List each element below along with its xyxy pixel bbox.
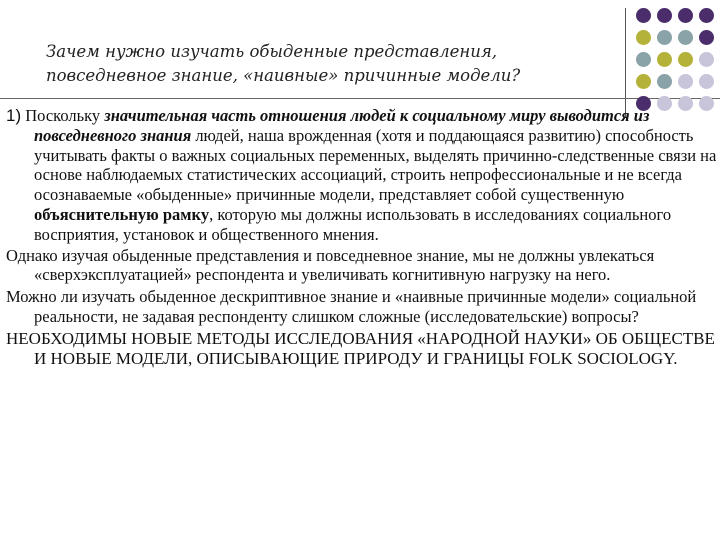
paragraph-1-text-end: , которую мы должны использовать в исследованиях социального восприятия, установок и общественного мнения. [34,204,672,244]
slide-body [6,106,718,371]
decorative-dot [699,52,714,67]
decorative-dot [636,30,651,45]
divider-vertical [625,8,626,118]
slide-title: Зачем нужно изучать обыденные представления, повседневное знание, «наивные» причинные модели? [46,42,521,85]
divider-horizontal [0,98,720,99]
decorative-dot [699,8,714,23]
paragraph-3: Можно ли изучать обыденное дескриптивное знание и «наивные причинные модели» социальной реальности, не задавая респонденту слишком сложные (исследовательские) вопросы? [6,287,697,326]
decorative-dot [699,74,714,89]
decorative-dot [657,52,672,67]
decorative-dot [636,8,651,23]
decorative-dot [678,30,693,45]
decorative-dot [678,74,693,89]
decorative-dot [678,52,693,67]
decorative-dot [636,74,651,89]
paragraph-1-text: , наша врожденная (хотя и поддающаяся развитию) способность учитывать факты о важных социальных переменных, выделять причинно-следственные связи на основе наблюдаемых статистических ассоциаций, строить непрофессиональные и не всегда осознаваемые «обыденные» причинные модели, представляет собой существенную [34,125,717,205]
decorative-dot [657,8,672,23]
decorative-dot [657,30,672,45]
paragraph-4-conclusion: НЕОБХОДИМЫ НОВЫЕ МЕТОДЫ ИССЛЕДОВАНИЯ «НАРОДНОЙ НАУКИ» ОБ ОБЩЕСТВЕ И НОВЫЕ МОДЕЛИ, ОПИСЫВАЮЩИЕ ПРИРОДУ И ГРАНИЦЫ FOLK SOCIOLOGY. [6,328,715,368]
paragraph-2: Однако изучая обыденные представления и повседневное знание, мы не должны увлекаться «сверхэксплуатацией» респондента и увеличивать когнитивную нагрузку на него. [6,245,655,285]
decorative-dot [699,30,714,45]
decorative-dot [636,52,651,67]
decorative-dot [678,8,693,23]
decorative-dot-grid [636,8,720,118]
paragraph-1-emphasis: значительная часть отношения людей к социальному миру выводится из повседневного знания [34,106,650,145]
paragraph-1 [6,106,718,245]
paragraph-1-overlap-word: людей [195,125,240,145]
decorative-dot [657,74,672,89]
paragraph-1-number: 1) [6,106,22,125]
paragraph-1-lead: Поскольку [25,106,101,125]
paragraph-1-emphasis-frame: объяснительную рамку [34,204,210,224]
